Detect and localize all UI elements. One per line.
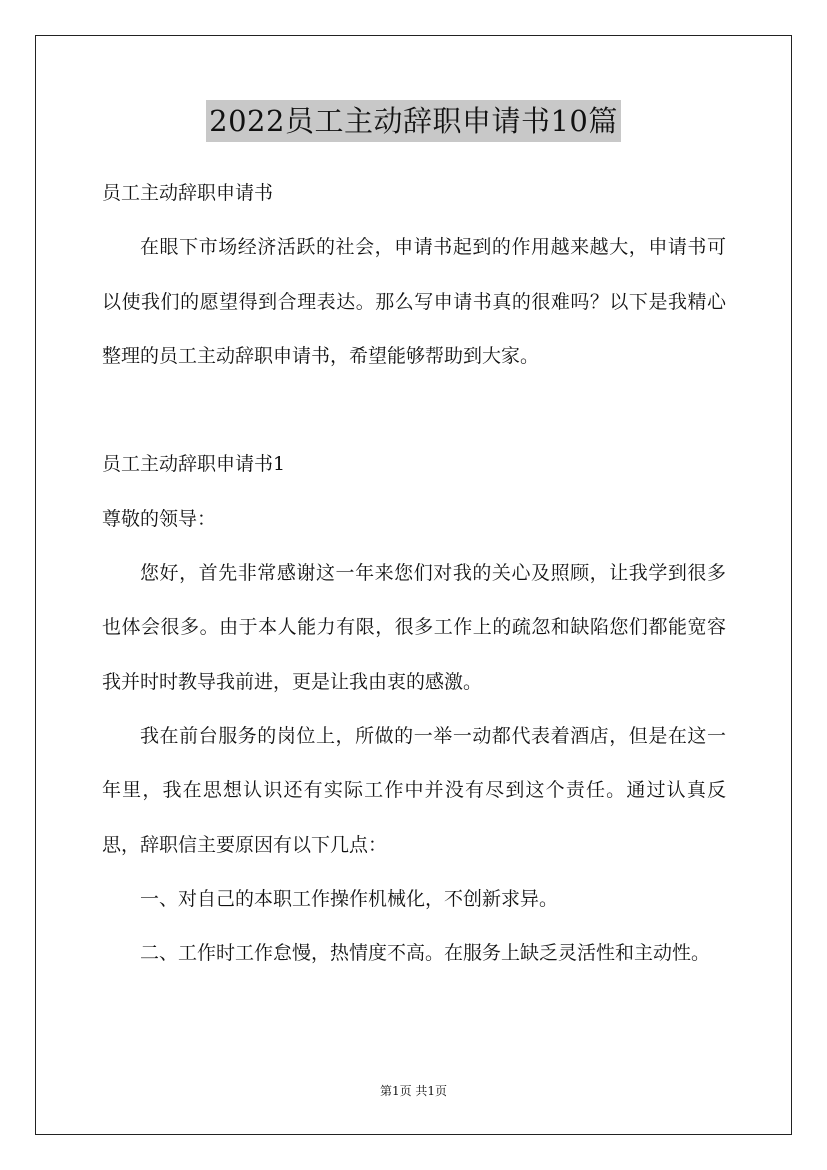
page-footer: 第1页 共1页	[379, 1084, 448, 1098]
salutation: 尊敬的领导：	[102, 507, 217, 530]
paragraph: 员工主动辞职申请书	[102, 182, 274, 204]
section-heading: 员工主动辞职申请书1	[102, 453, 286, 476]
blank-line	[102, 383, 726, 437]
document-title-wrap	[0, 100, 827, 142]
paragraph: 一、对自己的本职工作操作机械化，不创新求异。	[140, 887, 559, 910]
document-title: 2022员工主动辞职申请书10篇	[206, 100, 621, 142]
paragraph: 您好，首先非常感谢这一年来您们对我的关心及照顾，让我学到很多也体会很多。由于本人能力有限，很多工作上的疏忽和缺陷您们都能宽容我并时时教导我前进，更是让我由衷的感激。	[102, 562, 726, 693]
document-body	[102, 166, 726, 980]
paragraph: 我在前台服务的岗位上，所做的一举一动都代表着酒店，但是在这一年里，我在思想认识还有实际工作中并没有尽到这个责任。通过认真反思，辞职信主要原因有以下几点：	[102, 724, 726, 856]
paragraph: 在眼下市场经济活跃的社会，申请书起到的作用越来越大，申请书可以使我们的愿望得到合理表达。那么写申请书真的很难吗？以下是我精心整理的员工主动辞职申请书，希望能够帮助到大家。	[102, 236, 726, 367]
paragraph: 二、工作时工作怠慢，热情度不高。在服务上缺乏灵活性和主动性。	[140, 942, 711, 965]
